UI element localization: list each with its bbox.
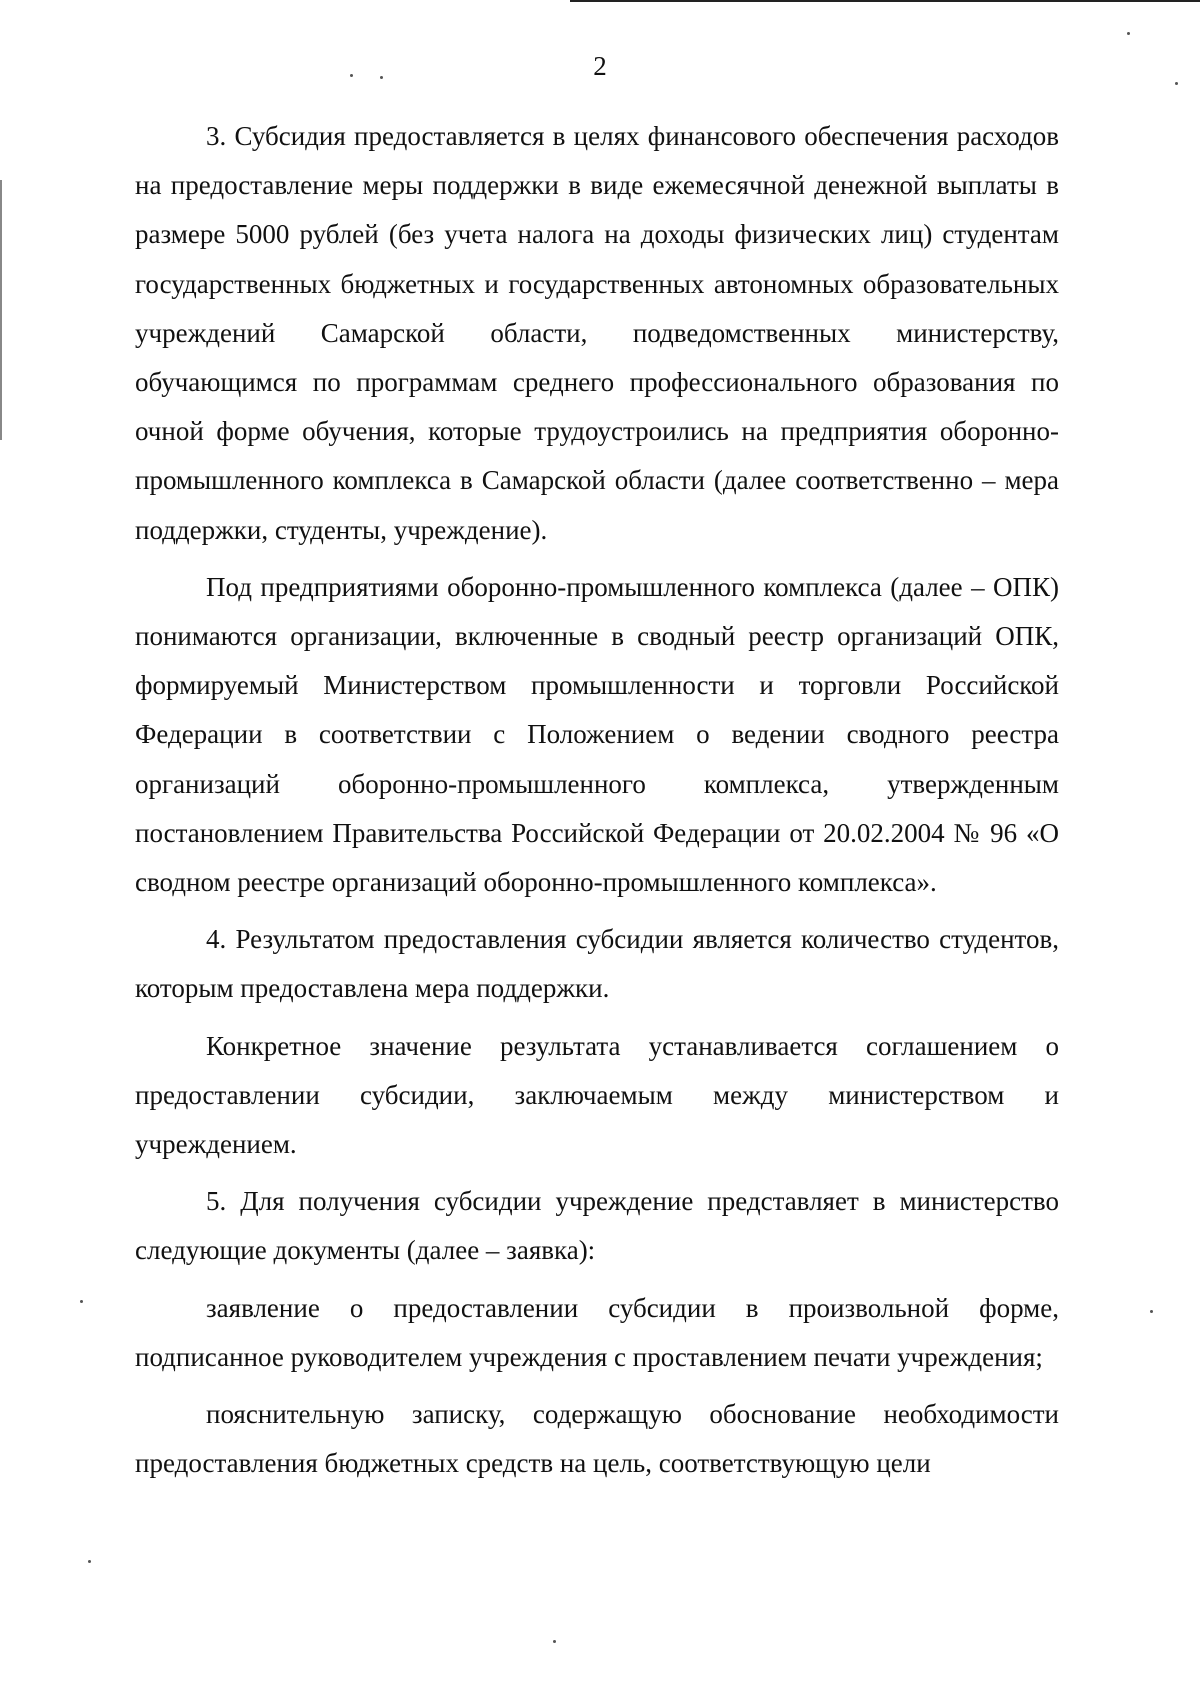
scan-speck — [1175, 82, 1178, 85]
paragraph-application-statement: заявление о предоставлении субсидии в произвольной форме, подписанное руководителем учреждения с проставлением печати учреждения; — [135, 1292, 1059, 1372]
scan-speck — [380, 76, 383, 79]
page-number: 2 — [593, 51, 607, 81]
paragraph-explanatory-note: пояснительную записку, содержащую обоснование необходимости предоставления бюджетных средств на цель, соответствующую цели — [135, 1399, 1059, 1479]
scan-speck — [350, 74, 353, 77]
top-edge-rule — [570, 0, 1200, 2]
document-body — [135, 112, 1059, 1488]
scan-speck — [80, 1300, 83, 1303]
left-edge-rule — [0, 180, 2, 440]
scan-speck — [1150, 1310, 1153, 1313]
paragraph-subsidy-result: 4. Результатом предоставления субсидии является количество студентов, которым предоставлена мера поддержки. — [135, 924, 1059, 1004]
paragraph-subsidy-purpose: 3. Субсидия предоставляется в целях финансового обеспечения расходов на предоставление меры поддержки в виде ежемесячной денежной выплаты в размере 5000 рублей (без учета налога на доходы физических лиц) студентам государственных бюджетных и государственных автономных образовательных учреждений Самарской области, подведомственных министерству, обучающимся по программам среднего профессионального образования по очной форме обучения, которые трудоустроились на предприятия оборонно-промышленного комплекса в Самарской области (далее соответственно – мера поддержки, студенты, учреждение). — [135, 121, 1059, 545]
paragraph-result-value: Конкретное значение результата устанавливается соглашением о предоставлении субсидии, заключаемым между министерством и учреждением. — [135, 1030, 1059, 1160]
scan-speck — [88, 1560, 91, 1563]
scan-speck — [553, 1640, 556, 1643]
scan-speck — [1127, 32, 1130, 35]
paragraph-application-documents: 5. Для получения субсидии учреждение представляет в министерство следующие документы (далее – заявка): — [135, 1186, 1059, 1266]
paragraph-opk-definition: Под предприятиями оборонно-промышленного комплекса (далее – ОПК) понимаются организации, включенные в сводный реестр организаций ОПК, формируемый Министерством промышленности и торговли Российской Федерации в соответствии с Положением о ведении сводного реестра организаций оборонно-промышленного комплекса, утвержденным постановлением Правительства Российской Федерации от 20.02.2004 № 96 «О сводном реестре организаций оборонно-промышленного комплекса». — [135, 571, 1059, 898]
